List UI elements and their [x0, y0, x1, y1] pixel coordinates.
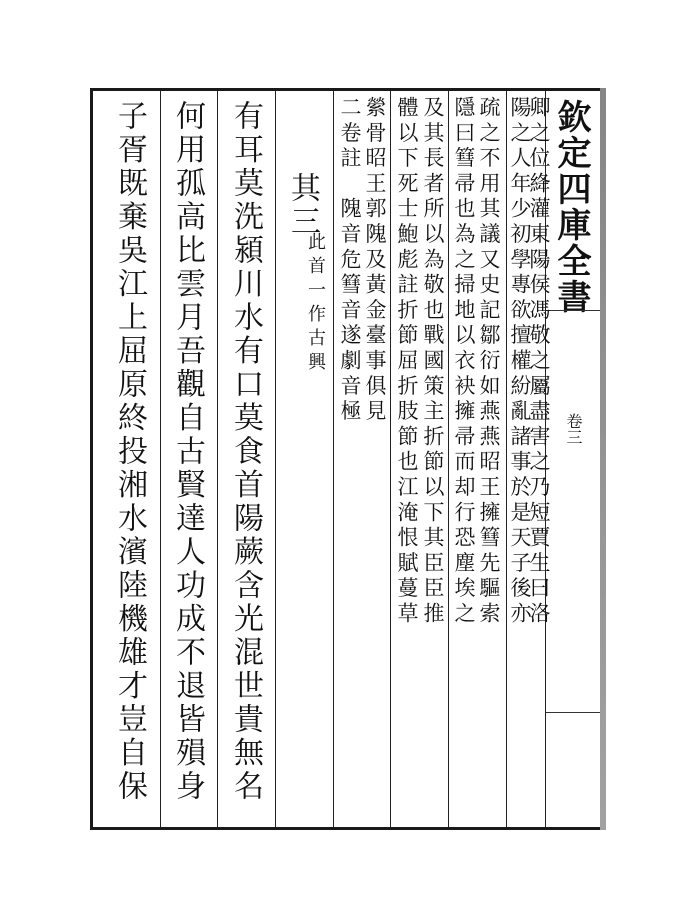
poem-heading-note: 此首一作古興: [305, 232, 326, 376]
annotation-column: 疏之不用其議又史記鄒衍如燕燕昭王擁篲先驅索: [477, 96, 501, 628]
column-rule: [160, 91, 161, 827]
header-divider-top: [545, 310, 600, 311]
poem-line: 子胥既棄吳江上屈原終投湘水濱陸機雄才豈自保: [112, 100, 147, 804]
poem-heading: 其三: [285, 172, 320, 239]
column-rule: [333, 91, 334, 827]
column-rule: [275, 91, 276, 827]
annotation-column: 及其長者所以為敬也戰國策主折節以下其臣臣推: [421, 96, 445, 628]
scan-edge: [600, 88, 606, 830]
volume-label: 卷三: [564, 413, 583, 445]
annotation-column: 隱曰篲帚也為之掃地以衣袂擁帚而却行恐塵埃之: [452, 96, 476, 628]
annotation-column: 卿之位絳灌東陽侯馮敬之屬盡害之乃短賈生曰洛: [527, 96, 551, 628]
poem-line: 有耳莫洗潁川水有口莫食首陽蕨含光混世貴無名: [228, 100, 263, 804]
annotation-column: 二卷註 隗音危篲音遂劇音極: [338, 96, 362, 425]
annotation-column: 縈骨昭王郭隗及黃金臺事俱見: [363, 96, 387, 425]
header-strip: [545, 91, 600, 827]
header-divider-bottom: [545, 712, 600, 713]
column-rule: [506, 91, 507, 827]
poem-line: 何用孤高比雲月吾觀自古賢達人功成不退皆殞身: [170, 100, 205, 804]
annotation-column: 陽之人年少初學專欲擅權紛亂諸事於是天子後亦: [508, 96, 532, 628]
annotation-column: 體以下死士鮑彪註折節屈折肢節也江淹恨賦蔓草: [395, 96, 419, 628]
column-rule: [448, 91, 449, 827]
column-rule: [217, 91, 218, 827]
column-rule: [390, 91, 391, 827]
book-title: 欽定四庫全書: [551, 99, 591, 315]
